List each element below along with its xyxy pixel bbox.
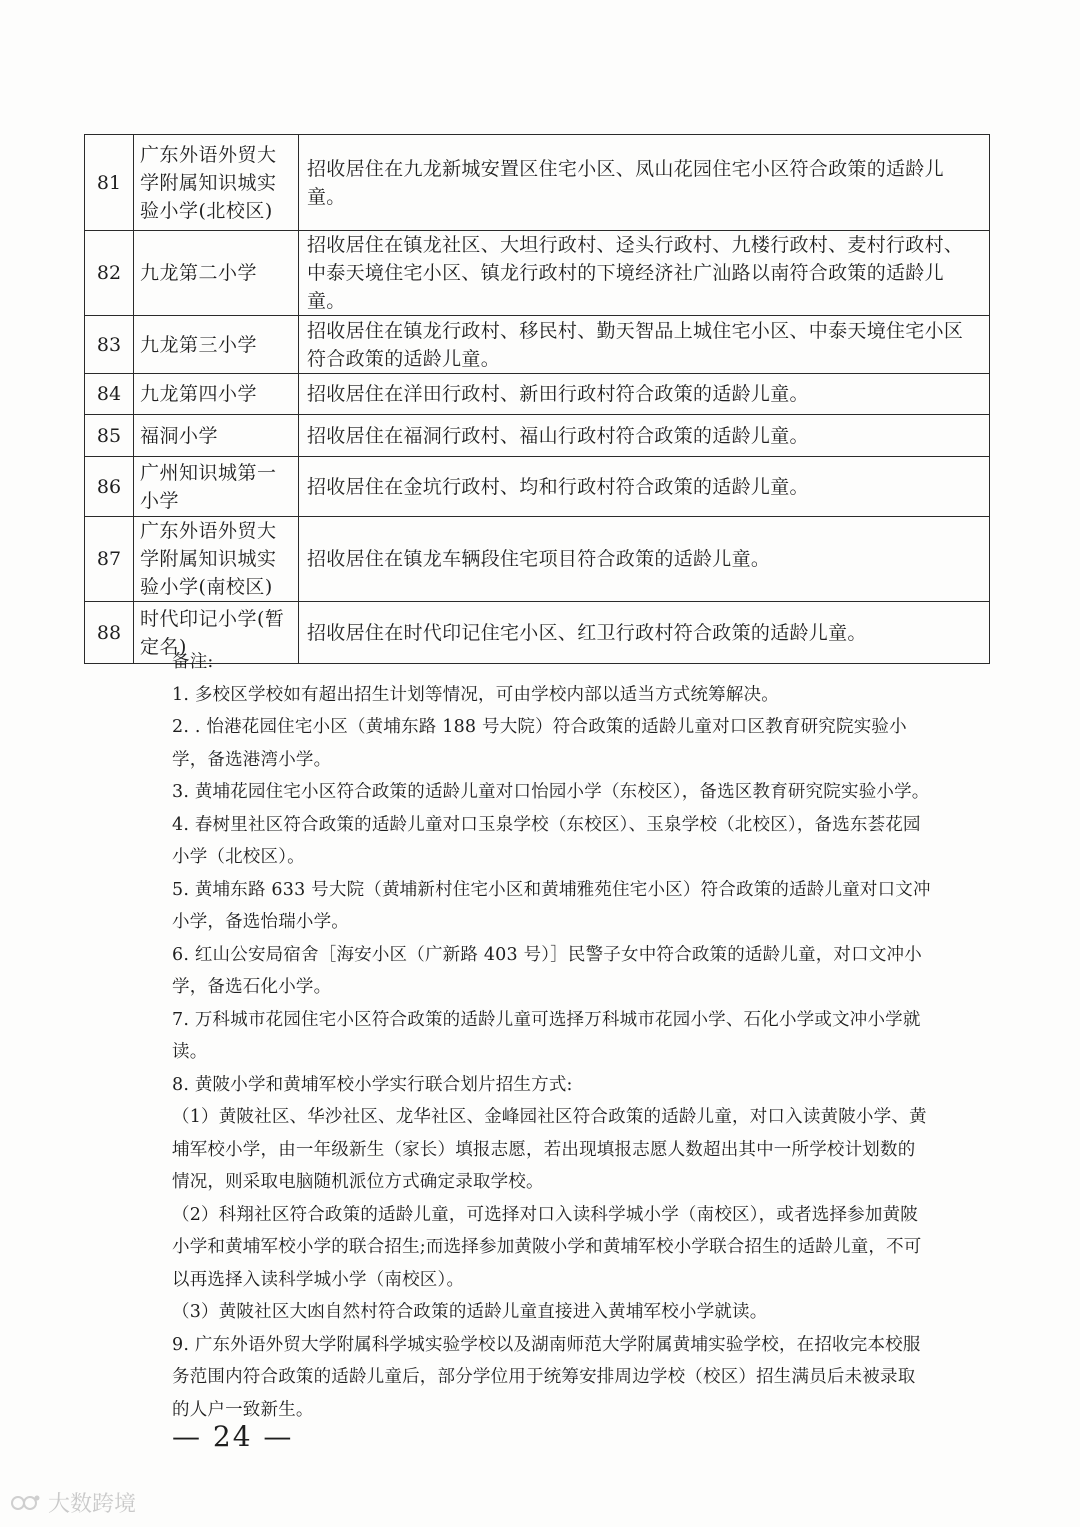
notes-section [172,646,932,1426]
note-item: 3. 黄埔花园住宅小区符合政策的适龄儿童对口怡园小学（东校区），备选区教育研究院实验小学。 [172,782,930,802]
watermark [10,1487,136,1518]
school-zoning-table [84,134,990,664]
enrollment-scope: 招收居住在洋田行政村、新田行政村符合政策的适龄儿童。 [299,374,990,415]
table-row [85,374,990,415]
row-number: 87 [85,517,134,602]
note-item: 7. 万科城市花园住宅小区符合政策的适龄儿童可选择万科城市花园小学、石化小学或文冲小学就读。 [172,1009,921,1062]
school-name: 福洞小学 [134,415,299,457]
enrollment-scope: 招收居住在镇龙行政村、移民村、勤天智品上城住宅小区、中泰天境住宅小区符合政策的适龄儿童。 [299,316,990,374]
school-name: 广东外语外贸大学附属知识城实验小学(北校区) [134,135,299,231]
table-row [85,135,990,231]
note-subitem: （1）黄陂社区、华沙社区、龙华社区、金峰园社区符合政策的适龄儿童，对口入读黄陂小学、黄埔军校小学，由一年级新生（家长）填报志愿，若出现填报志愿人数超出其中一所学校计划数的情况，则采取电脑随机派位方式确定录取学校。 [172,1107,927,1192]
row-number: 84 [85,374,134,415]
note-item: 9. 广东外语外贸大学附属科学城实验学校以及湖南师范大学附属黄埔实验学校，在招收完本校服务范围内符合政策的适龄儿童后，部分学位用于统筹安排周边学校（校区）招生满员后未被录取的人户一致新生。 [172,1334,921,1420]
row-number: 86 [85,457,134,517]
table-row [85,415,990,457]
school-name: 九龙第四小学 [134,374,299,415]
row-number: 88 [85,602,134,664]
enrollment-scope: 招收居住在福洞行政村、福山行政村符合政策的适龄儿童。 [299,415,990,457]
watermark-text: 大数跨境 [48,1492,137,1517]
table-row [85,517,990,602]
watermark-logo-icon [10,1492,42,1514]
school-name: 广东外语外贸大学附属知识城实验小学(南校区) [134,517,299,602]
enrollment-scope: 招收居住在金坑行政村、均和行政村符合政策的适龄儿童。 [299,457,990,517]
row-number: 83 [85,316,134,374]
enrollment-scope: 招收居住在镇龙社区、大坦行政村、迳头行政村、九楼行政村、麦村行政村、中泰天境住宅小区、镇龙行政村的下境经济社广汕路以南符合政策的适龄儿童。 [299,231,990,316]
table-row [85,457,990,517]
note-item: 2. . 怡港花园住宅小区（黄埔东路 188 号大院）符合政策的适龄儿童对口区教育研究院实验小学，备选港湾小学。 [172,717,907,770]
note-subitem: （3）黄陂社区大凼自然村符合政策的适龄儿童直接进入黄埔军校小学就读。 [172,1302,768,1322]
row-number: 82 [85,231,134,316]
table-row [85,316,990,374]
notes-heading: 备注: [172,652,214,672]
note-item: 5. 黄埔东路 633 号大院（黄埔新村住宅小区和黄埔雅苑住宅小区）符合政策的适龄儿童对口文冲小学，备选怡瑞小学。 [172,879,931,932]
note-item: 4. 春树里社区符合政策的适龄儿童对口玉泉学校（东校区）、玉泉学校（北校区），备选东荟花园小学（北校区）。 [172,814,921,867]
enrollment-scope: 招收居住在九龙新城安置区住宅小区、凤山花园住宅小区符合政策的适龄儿童。 [299,135,990,231]
row-number: 85 [85,415,134,457]
school-name: 广州知识城第一小学 [134,457,299,517]
note-item: 8. 黄陂小学和黄埔军校小学实行联合划片招生方式: [172,1074,573,1095]
school-name: 时代印记小学(暂定名) [134,602,299,664]
school-name: 九龙第二小学 [134,231,299,316]
enrollment-scope: 招收居住在镇龙车辆段住宅项目符合政策的适龄儿童。 [299,517,990,602]
enrollment-scope: 招收居住在时代印记住宅小区、红卫行政村符合政策的适龄儿童。 [299,602,990,664]
page-number: — 24 — [172,1420,294,1453]
row-number: 81 [85,135,134,231]
school-name: 九龙第三小学 [134,316,299,374]
note-subitem: （2）科翔社区符合政策的适龄儿童，可选择对口入读科学城小学（南校区），或者选择参加黄陂小学和黄埔军校小学的联合招生;而选择参加黄陂小学和黄埔军校小学联合招生的适龄儿童，不可以再选择入读科学城小学（南校区）。 [172,1204,922,1290]
table-row [85,231,990,316]
note-item: 6. 红山公安局宿舍［海安小区（广新路 403 号）］民警子女中符合政策的适龄儿童，对口文冲小学，备选石化小学。 [172,944,922,997]
note-item: 1. 多校区学校如有超出招生计划等情况，可由学校内部以适当方式统筹解决。 [172,684,779,705]
